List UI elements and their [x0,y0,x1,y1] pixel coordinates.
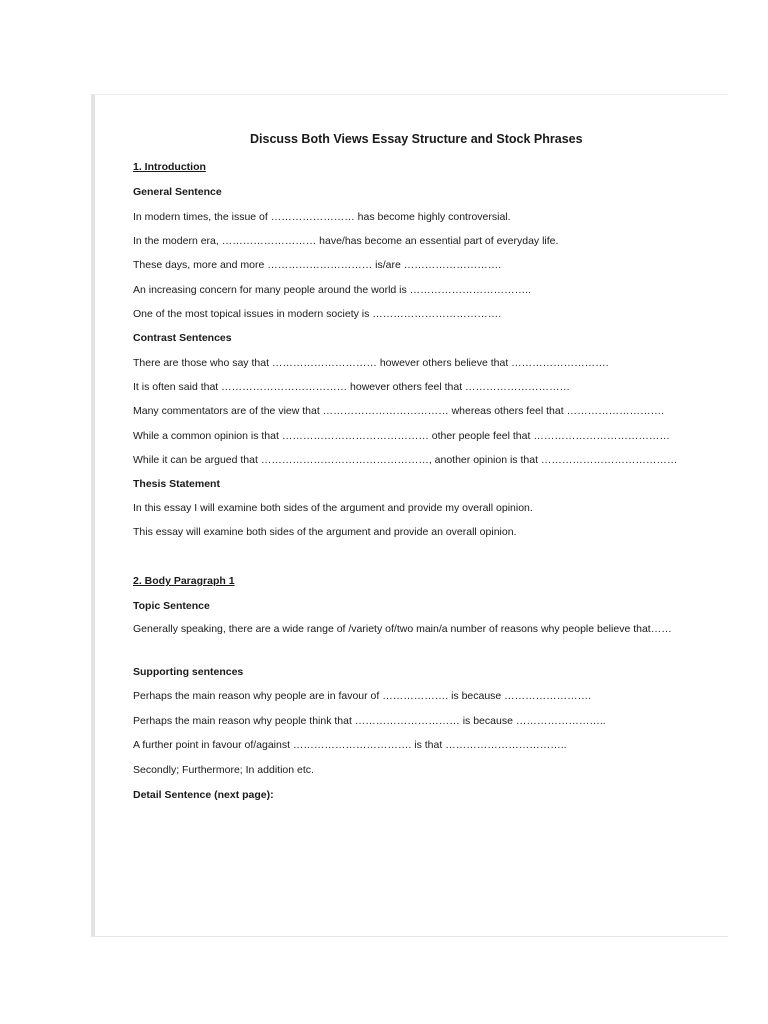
thesis-sentence-1: In this essay I will examine both sides of the argument and provide my overall opinion. [133,502,533,514]
general-sentence-1: In modern times, the issue of …………………… has become highly controversial. [133,211,511,223]
thesis-sentence-2: This essay will examine both sides of the argument and provide an overall opinion. [133,526,517,538]
body-paragraph-1-heading: 2. Body Paragraph 1 [133,575,235,587]
document-title: Discuss Both Views Essay Structure and Stock Phrases [250,132,583,146]
general-sentence-4: An increasing concern for many people around the world is …………………………….. [133,284,531,296]
contrast-sentence-4: While a common opinion is that …………………………………… other people feel that ………………………………… [133,430,670,442]
detail-sentence-heading: Detail Sentence (next page): [133,789,274,801]
thesis-statement-heading: Thesis Statement [133,478,220,490]
contrast-sentences-heading: Contrast Sentences [133,332,232,344]
topic-sentence: Generally speaking, there are a wide range of /variety of/two main/a number of reasons why people believe that…… [133,623,672,635]
topic-sentence-heading: Topic Sentence [133,600,210,612]
contrast-sentence-5: While it can be argued that …………………………………………, another opinion is that ………………………………… [133,454,678,466]
supporting-sentence-4: Secondly; Furthermore; In addition etc. [133,764,314,776]
contrast-sentence-1: There are those who say that ………………………… however others believe that ………………………. [133,357,609,369]
supporting-sentence-3: A further point in favour of/against ……………………………. is that …………………………….. [133,739,567,751]
general-sentence-2: In the modern era, ……………………… have/has become an essential part of everyday life. [133,235,559,247]
contrast-sentence-3: Many commentators are of the view that ……………………………… whereas others feel that ………………………. [133,405,664,417]
general-sentence-3: These days, more and more ………………………… is/are ………………………. [133,259,502,271]
introduction-heading: 1. Introduction [133,161,206,173]
supporting-sentence-2: Perhaps the main reason why people think that ………………………… is because …………………….. [133,715,606,727]
supporting-sentence-1: Perhaps the main reason why people are in favour of ………………. is because ……………………. [133,690,592,702]
contrast-sentence-2: It is often said that ……………………………… however others feel that ………………………… [133,381,571,393]
general-sentence-heading: General Sentence [133,186,222,198]
supporting-sentences-heading: Supporting sentences [133,666,244,678]
general-sentence-5: One of the most topical issues in modern society is ………………………………. [133,308,502,320]
